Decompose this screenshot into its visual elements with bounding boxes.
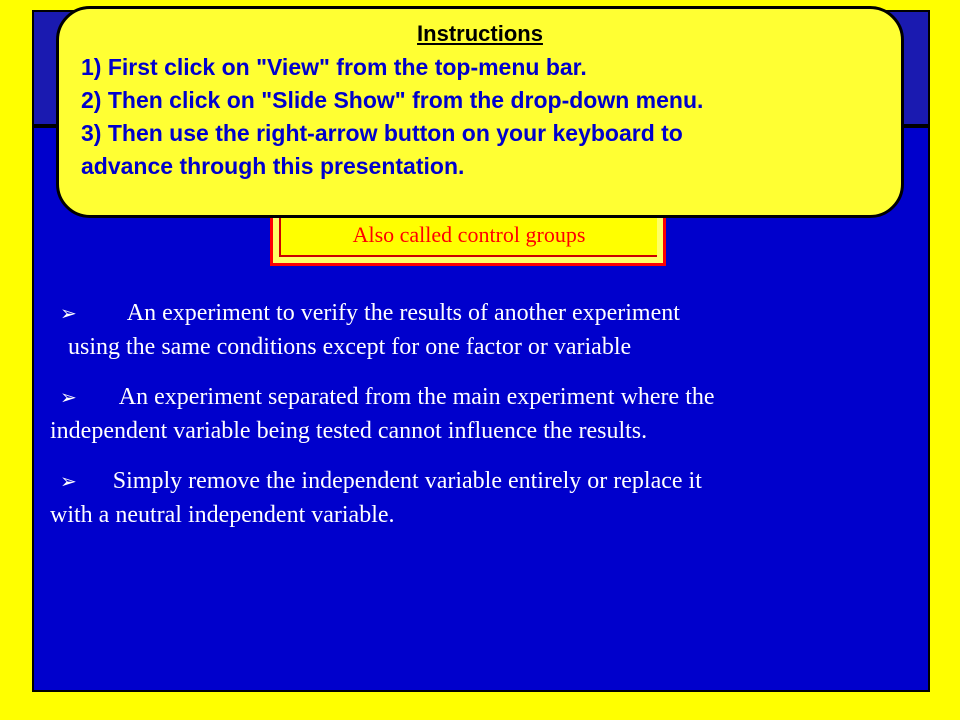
bullet-item bbox=[50, 464, 920, 532]
arrow-bullet-icon: ➢ bbox=[60, 385, 77, 409]
bullet-text-line: with a neutral independent variable. bbox=[50, 502, 395, 528]
instruction-line: 1) First click on "View" from the top-menu bar. bbox=[81, 54, 587, 80]
arrow-bullet-icon: ➢ bbox=[60, 301, 77, 325]
bullet-text-line: using the same conditions except for one factor or variable bbox=[68, 334, 632, 360]
instructions-callout bbox=[56, 6, 904, 218]
subtitle-text: Also called control groups bbox=[279, 215, 657, 257]
bullet-text-line: An experiment to verify the results of another experiment bbox=[126, 300, 680, 326]
bullet-item bbox=[50, 296, 920, 364]
bullet-item bbox=[50, 380, 920, 448]
bullet-text-line: An experiment separated from the main experiment where the bbox=[118, 384, 715, 410]
bullet-text-line: Simply remove the independent variable entirely or replace it bbox=[112, 468, 702, 494]
arrow-bullet-icon: ➢ bbox=[60, 469, 77, 493]
bullet-list bbox=[50, 296, 920, 548]
instruction-line: 2) Then click on "Slide Show" from the drop-down menu. bbox=[81, 87, 704, 113]
bullet-text-line: independent variable being tested cannot influence the results. bbox=[50, 418, 648, 444]
instruction-line: advance through this presentation. bbox=[81, 153, 465, 179]
instructions-title: Instructions bbox=[417, 21, 543, 46]
instruction-line: 3) Then use the right-arrow button on your keyboard to bbox=[81, 120, 683, 146]
